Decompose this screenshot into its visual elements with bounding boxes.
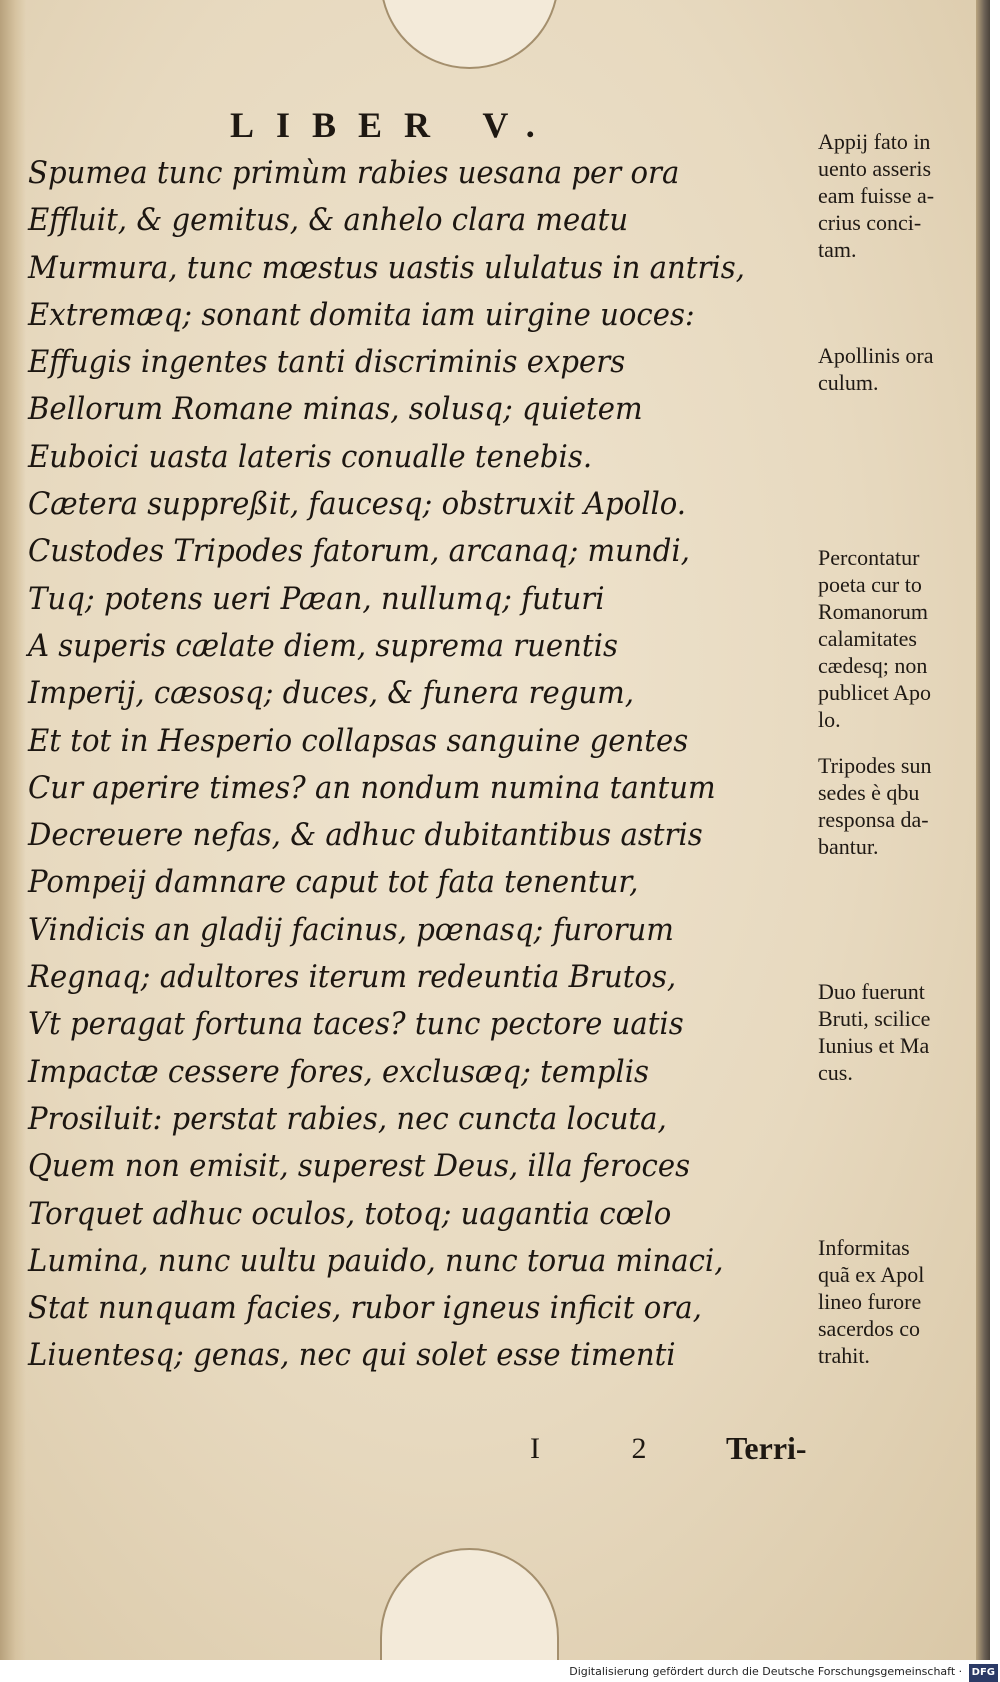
verse-line: Torquet adhuc oculos, totoq; uagantia cœlo xyxy=(28,1195,672,1232)
margin-note-line: Bruti, scilice xyxy=(818,1006,931,1031)
verse-line: Imperij, cæsosq; duces, & funera regum, xyxy=(28,675,635,712)
verse-line: Liuentesq; genas, nec qui solet esse timenti xyxy=(28,1337,676,1374)
verse-line: Quem non emisit, superest Deus, illa feroces xyxy=(28,1148,691,1185)
verse-line: A superis cælate diem, suprema ruentis xyxy=(28,627,618,664)
verse-line: Cætera suppreßit, faucesq; obstruxit Apollo. xyxy=(28,486,687,523)
margin-note xyxy=(818,978,986,1086)
verse-line: Effugis ingentes tanti discriminis expers xyxy=(28,344,626,381)
verse-line: Et tot in Hesperio collapsas sanguine gentes xyxy=(28,722,689,759)
margin-note-line: lo. xyxy=(818,707,841,732)
margin-note xyxy=(818,544,986,733)
verse-line: Regnaq; adultores iterum redeuntia Brutos, xyxy=(28,959,677,996)
margin-note-line: Romanorum xyxy=(818,599,928,624)
margin-note-line: poeta cur to xyxy=(818,572,922,597)
verse-line: Tuq; potens ueri Pæan, nullumq; futuri xyxy=(28,580,605,617)
margin-note-line: Tripodes sun xyxy=(818,753,932,778)
margin-note-line: bantur. xyxy=(818,834,879,859)
footer-credit: Digitalisierung gefördert durch die Deutsche Forschungsgemeinschaft · xyxy=(569,1665,963,1678)
margin-note-line: publicet Apo xyxy=(818,680,932,705)
margin-note xyxy=(818,342,986,396)
signature-mark: I 2 xyxy=(530,1432,689,1465)
margin-note-line: sacerdos co xyxy=(818,1316,921,1341)
margin-note-line: Iunius et Ma xyxy=(818,1033,930,1058)
verse-line: Murmura, tunc mœstus uastis ululatus in antris, xyxy=(28,249,745,286)
margin-note-line: cædesq; non xyxy=(818,653,928,678)
margin-note-line: uento asseris xyxy=(818,156,932,181)
margin-note-line: quã ex Apol xyxy=(818,1262,925,1287)
verse-line: Prosiluit: perstat rabies, nec cuncta locuta, xyxy=(28,1100,667,1137)
verse-column xyxy=(28,150,745,1380)
digitization-footer xyxy=(569,1663,998,1681)
margin-note-line: Informitas xyxy=(818,1235,910,1260)
margin-note xyxy=(818,1234,986,1369)
verse-line: Spumea tunc primùm rabies uesana per ora xyxy=(28,155,680,191)
verse-line: Bellorum Romane minas, solusq; quietem xyxy=(28,391,643,428)
dfg-logo: DFG xyxy=(969,1664,998,1682)
margin-note-line: sedes è qbu xyxy=(818,780,920,805)
margin-note-line: Duo fuerunt xyxy=(818,979,925,1004)
margin-note xyxy=(818,752,986,860)
margin-note-line: lineo furore xyxy=(818,1289,922,1314)
bottom-clasp xyxy=(380,1548,559,1660)
margin-note xyxy=(818,128,986,263)
margin-note-line: tam. xyxy=(818,237,857,262)
verse-line: Impactæ cessere fores, exclusæq; templis xyxy=(28,1053,650,1090)
margin-note-line: culum. xyxy=(818,370,879,395)
verse-line: Extremæq; sonant domita iam uirgine uoces: xyxy=(28,296,695,333)
margin-note-line: Apollinis ora xyxy=(818,343,934,368)
verse-line: Custodes Tripodes fatorum, arcanaq; mundi, xyxy=(28,533,690,570)
verse-line: Vindicis an gladij facinus, pœnasq; furorum xyxy=(28,911,674,948)
verse-line: Vt peragat fortuna taces? tunc pectore uatis xyxy=(28,1006,684,1043)
margin-note-line: calamitates xyxy=(818,626,917,651)
verse-line: Pompeij damnare caput tot fata tenentur, xyxy=(28,864,639,901)
margin-note-line: Appij fato in xyxy=(818,129,931,154)
top-clasp xyxy=(380,0,559,69)
verse-line: Effluit, & gemitus, & anhelo clara meatu xyxy=(28,202,629,239)
running-head: LIBER V. xyxy=(230,105,557,145)
margin-note-line: trahit. xyxy=(818,1343,870,1368)
page-binding-shadow xyxy=(0,0,26,1660)
verse-line: Stat nunquam facies, rubor igneus inficit ora, xyxy=(28,1290,702,1327)
verse-line: Decreuere nefas, & adhuc dubitantibus astris xyxy=(28,817,703,854)
margin-note-line: crius conci- xyxy=(818,210,922,235)
margin-note-line: Percontatur xyxy=(818,545,920,570)
margin-note-line: eam fuisse a- xyxy=(818,183,935,208)
catchword: Terri- xyxy=(726,1430,807,1466)
margin-note-line: cus. xyxy=(818,1060,853,1085)
verse-line: Cur aperire times? an nondum numina tantum xyxy=(28,769,716,806)
verse-line: Euboici uasta lateris conualle tenebis. xyxy=(28,438,593,475)
verse-line: Lumina, nunc uultu pauido, nunc torua minaci, xyxy=(28,1242,724,1279)
margin-note-line: responsa da- xyxy=(818,807,929,832)
